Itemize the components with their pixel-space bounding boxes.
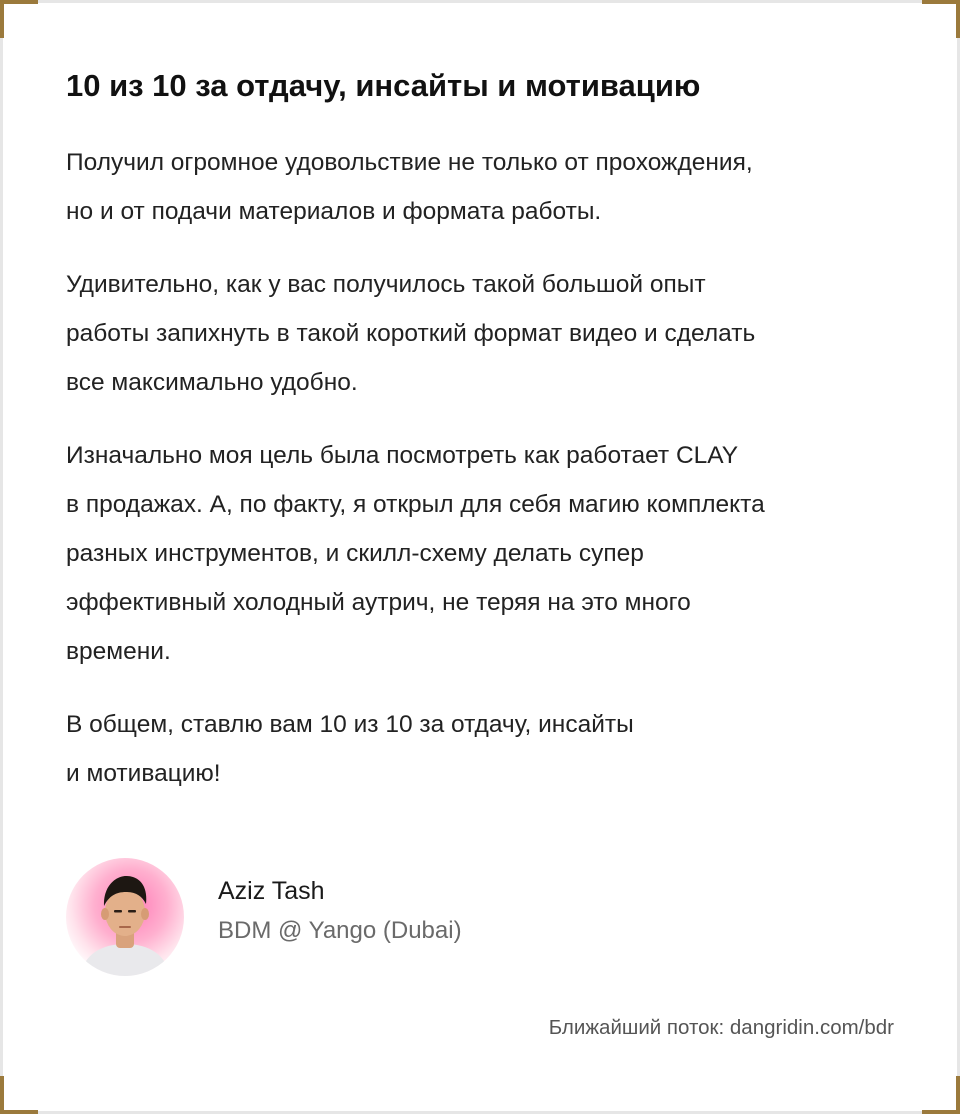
testimonial-paragraph: Получил огромное удовольствие не только от прохождения, но и от подачи материалов и формата работы.: [66, 149, 753, 225]
author-role: BDM @ Yango (Dubai): [218, 917, 462, 944]
person-portrait-icon: [66, 858, 184, 976]
corner-bracket-top-right: [922, 0, 960, 38]
testimonial-title: 10 из 10 за отдачу, инсайты и мотивацию: [66, 68, 701, 103]
avatar: [66, 858, 184, 976]
author-name: Aziz Tash: [218, 877, 325, 905]
testimonial-paragraph: В общем, ставлю вам 10 из 10 за отдачу, инсайты и мотивацию!: [66, 711, 634, 787]
author-block: [66, 858, 666, 976]
testimonial-paragraph: Изначально моя цель была посмотреть как работает CLAY в продажах. А, по факту, я открыл для себя магию комплекта разных инструментов, и скилл-схему делать супер эффективный холодный аутрич, не теряя на это много времени.: [66, 442, 765, 665]
corner-bracket-bottom-left: [0, 1076, 38, 1114]
testimonial-body: [66, 138, 906, 822]
testimonial-paragraph: Удивительно, как у вас получилось такой большой опыт работы запихнуть в такой короткий формат видео и сделать все максимально удобно.: [66, 271, 756, 396]
corner-bracket-top-left: [0, 0, 38, 38]
footer-next-cohort-link[interactable]: Ближайший поток: dangridin.com/bdr: [548, 1016, 894, 1039]
corner-bracket-bottom-right: [922, 1076, 960, 1114]
